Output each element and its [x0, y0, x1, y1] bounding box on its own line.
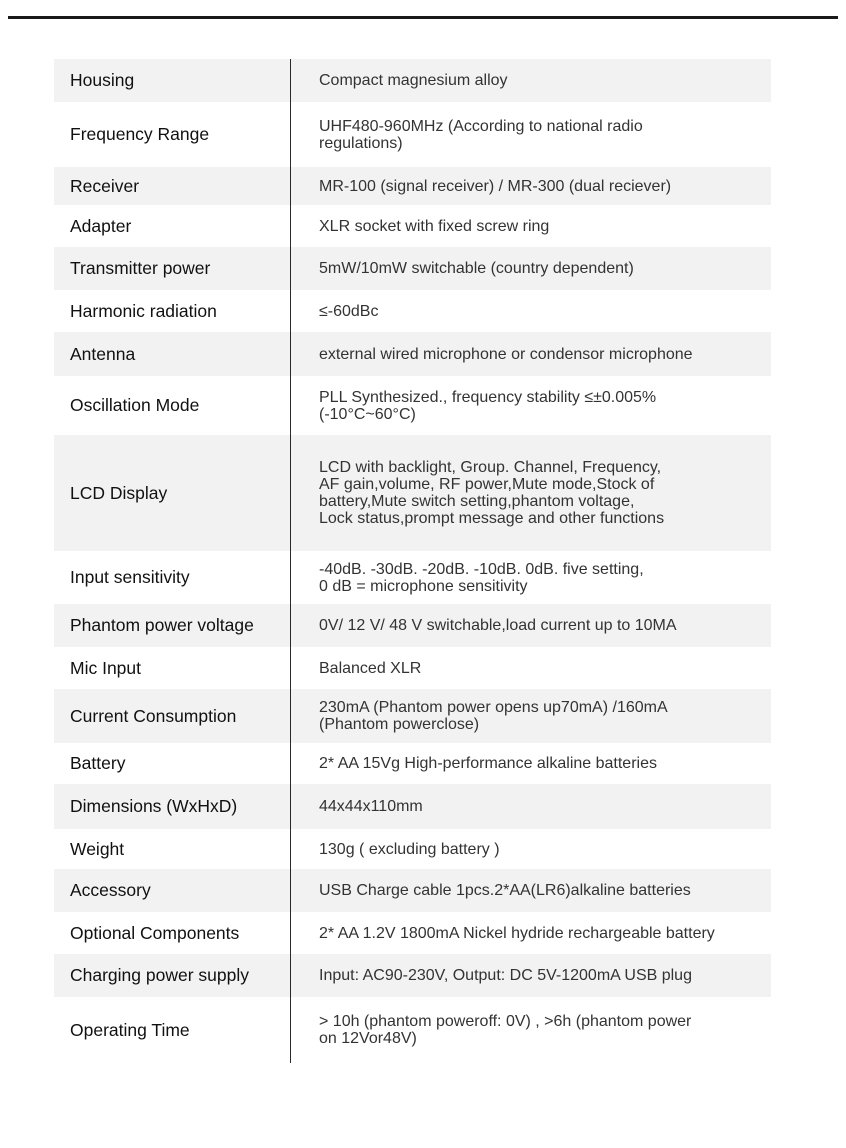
spec-value: LCD with backlight, Group. Channel, Frequency, AF gain,volume, RF power,Mute mode,Stock of battery,Mute switch setting,phantom voltage, Lock status,prompt message and other functions	[319, 459, 665, 527]
spec-value: Balanced XLR	[319, 659, 422, 677]
spec-row	[54, 551, 771, 604]
spec-value: 2* AA 15Vg High-performance alkaline batteries	[319, 755, 657, 772]
spec-label: LCD Display	[54, 435, 291, 551]
spec-row	[54, 689, 771, 743]
spec-value: 0V/ 12 V/ 48 V switchable,load current up to 10MA	[319, 617, 677, 634]
spec-value: Input: AC90-230V, Output: DC 5V-1200mA USB plug	[319, 967, 692, 984]
spec-row	[54, 912, 771, 954]
spec-label: Optional Components	[54, 912, 291, 954]
spec-value: 2* AA 1.2V 1800mA Nickel hydride rechargeable battery	[319, 924, 715, 942]
spec-label: Frequency Range	[54, 102, 291, 167]
spec-row	[54, 102, 771, 167]
spec-label: Accessory	[54, 869, 291, 912]
spec-label: Dimensions (WxHxD)	[54, 784, 291, 829]
spec-value: 230mA (Phantom power opens up70mA) /160mA (Phantom powerclose)	[319, 699, 668, 733]
spec-value: 44x44x110mm	[319, 798, 423, 815]
spec-label: Charging power supply	[54, 954, 291, 997]
spec-value: -40dB. -30dB. -20dB. -10dB. 0dB. five setting, 0 dB = microphone sensitivity	[319, 560, 644, 595]
spec-row	[54, 205, 771, 247]
spec-label: Harmonic radiation	[54, 290, 291, 332]
spec-value: USB Charge cable 1pcs.2*AA(LR6)alkaline batteries	[319, 882, 691, 899]
spec-label: Receiver	[54, 167, 291, 205]
spec-label: Operating Time	[54, 997, 291, 1063]
spec-value: XLR socket with fixed screw ring	[319, 217, 550, 235]
spec-value: MR-100 (signal receiver) / MR-300 (dual reciever)	[319, 177, 672, 195]
spec-row	[54, 332, 771, 376]
spec-row	[54, 167, 771, 205]
spec-label: Adapter	[54, 205, 291, 247]
spec-label: Weight	[54, 829, 291, 869]
spec-label: Current Consumption	[54, 689, 291, 743]
spec-row	[54, 997, 771, 1063]
spec-label: Housing	[54, 59, 291, 102]
spec-value: ≤-60dBc	[319, 302, 379, 320]
spec-row	[54, 435, 771, 551]
spec-label: Battery	[54, 743, 291, 784]
spec-label: Transmitter power	[54, 247, 291, 290]
spec-label: Antenna	[54, 332, 291, 376]
spec-label: Oscillation Mode	[54, 376, 291, 435]
spec-value: 130g ( excluding battery )	[319, 840, 500, 858]
spec-value: 5mW/10mW switchable (country dependent)	[319, 260, 634, 277]
spec-label: Mic Input	[54, 647, 291, 689]
spec-row	[54, 829, 771, 869]
spec-row	[54, 954, 771, 997]
top-divider	[8, 16, 838, 19]
spec-value: > 10h (phantom poweroff: 0V) , >6h (phantom power on 12Vor48V)	[319, 1013, 692, 1047]
spec-row	[54, 247, 771, 290]
spec-value: PLL Synthesized., frequency stability ≤±0.005% (-10°C~60°C)	[319, 388, 657, 423]
spec-value: UHF480-960MHz (According to national radio regulations)	[319, 117, 643, 152]
spec-row	[54, 784, 771, 829]
spec-row	[54, 290, 771, 332]
spec-table	[54, 59, 771, 1063]
spec-row	[54, 869, 771, 912]
spec-label: Input sensitivity	[54, 551, 291, 604]
spec-row	[54, 604, 771, 647]
spec-label: Phantom power voltage	[54, 604, 291, 647]
spec-row	[54, 59, 771, 102]
spec-row	[54, 743, 771, 784]
spec-value: Compact magnesium alloy	[319, 72, 508, 89]
spec-row	[54, 647, 771, 689]
spec-row	[54, 376, 771, 435]
spec-value: external wired microphone or condensor microphone	[319, 345, 693, 363]
